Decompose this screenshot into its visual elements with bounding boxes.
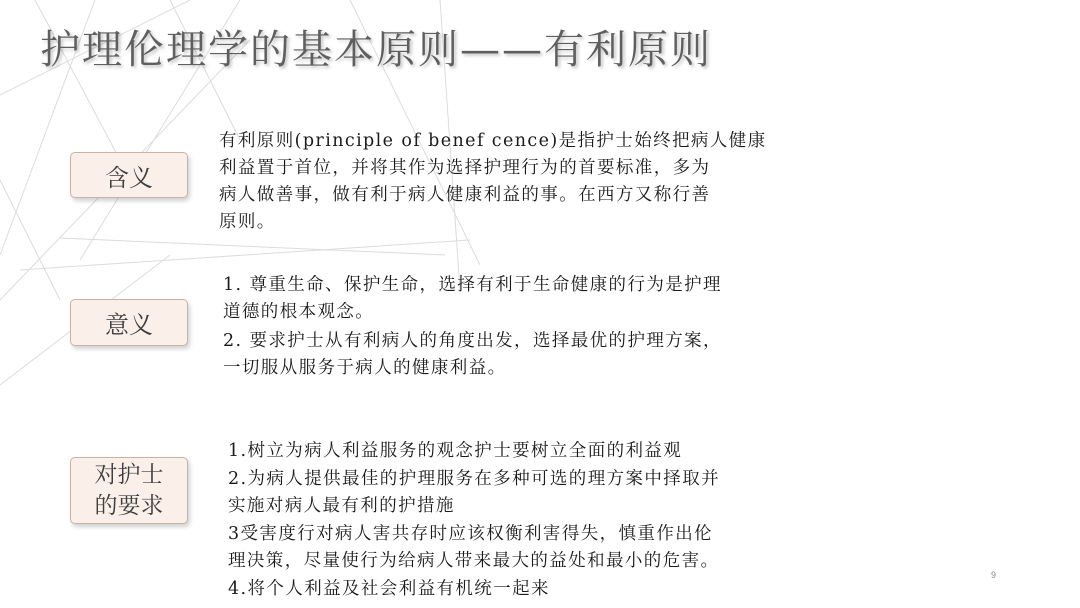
section-text-meaning — [219, 128, 839, 236]
paragraph — [228, 576, 828, 603]
text-line: 原则。 — [219, 212, 276, 232]
text-line: 一切服从服务于病人的健康利益。 — [223, 358, 507, 378]
section-label-text: 意义 — [105, 311, 153, 339]
section-label-text: 含义 — [105, 163, 153, 192]
text-line: 3受害度行对病人害共存时应该权衡利害得失，慎重作出伦 — [228, 524, 714, 544]
paragraph — [219, 128, 839, 236]
text-line: 1. 尊重生命、保护生命，选择有利于生命健康的行为是护理 — [223, 275, 722, 295]
page-number: 9 — [991, 570, 997, 580]
text-line: 4.将个人利益及社会利益有机统一起来 — [228, 579, 550, 599]
text-line: 病人做善事，做有利于病人健康利益的事。在西方又称行善 — [219, 185, 711, 205]
section-label-text: 的要求 — [94, 492, 164, 519]
paragraph — [228, 438, 828, 465]
section-label-meaning — [70, 152, 188, 198]
paragraph — [223, 272, 823, 326]
section-label-significance — [70, 299, 188, 346]
text-line: 道德的根本观念。 — [223, 302, 375, 322]
paragraph — [228, 521, 828, 575]
paragraph — [223, 328, 823, 382]
text-line: 有利原则(principle of benef cence)是指护士始终把病人健康 — [219, 131, 767, 151]
text-line: 1.树立为病人利益服务的观念护士要树立全面的利益观 — [228, 441, 683, 461]
text-line: 利益置于首位，并将其作为选择护理行为的首要标准，多为 — [219, 158, 711, 178]
section-label-text: 对护士 — [94, 461, 164, 488]
paragraph — [228, 466, 828, 520]
section-text-requirements — [228, 438, 828, 603]
text-line: 实施对病人最有利的护措施 — [228, 496, 455, 516]
text-line: 2. 要求护士从有利病人的角度出发，选择最优的护理方案， — [223, 331, 722, 351]
text-line: 理决策，尽量使行为给病人带来最大的益处和最小的危害。 — [228, 551, 720, 571]
text-line: 2.为病人提供最佳的护理服务在多种可选的理方案中择取并 — [228, 469, 720, 489]
slide-title: 护理伦理学的基本原则——有利原则 — [40, 27, 712, 73]
section-text-significance — [223, 272, 823, 382]
section-label-requirements — [70, 457, 188, 524]
